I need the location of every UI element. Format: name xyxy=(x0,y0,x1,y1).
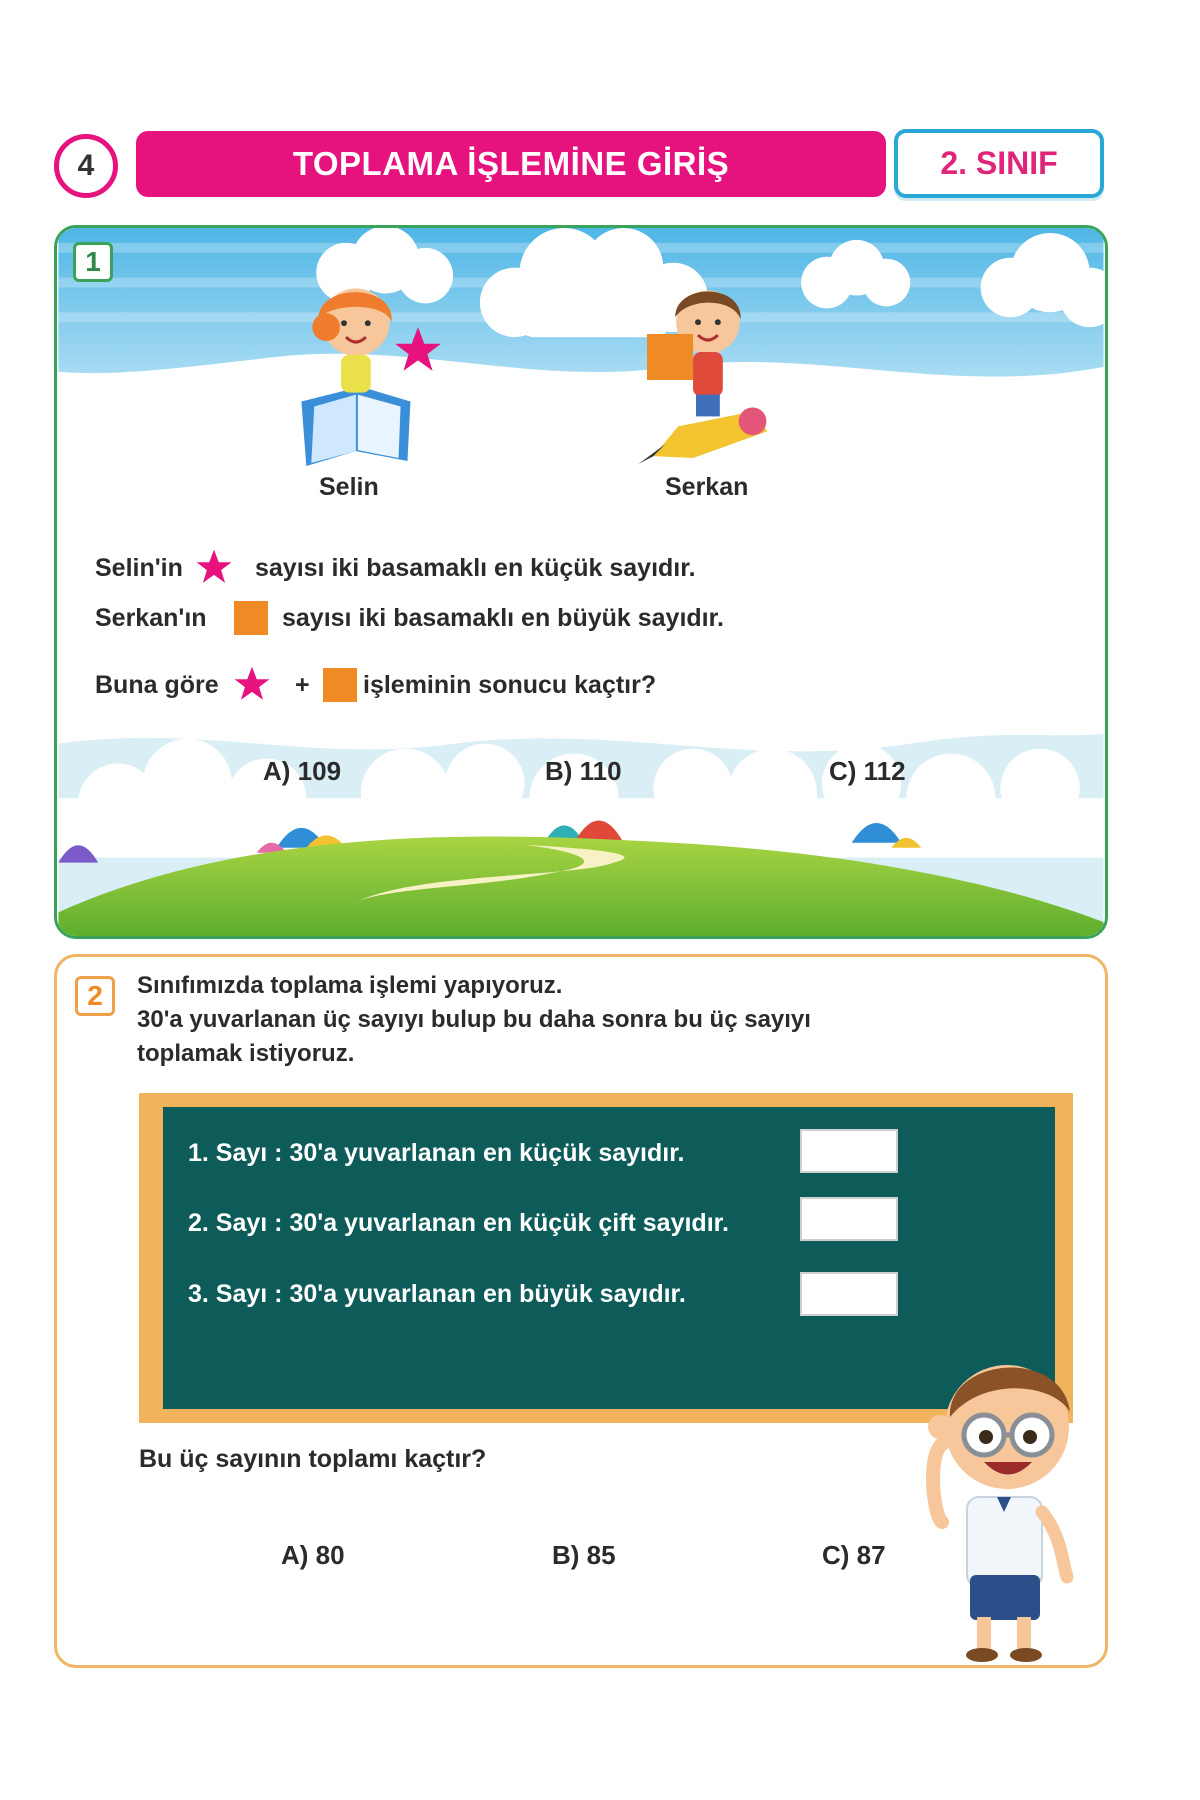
star-icon xyxy=(233,665,271,703)
grade-label: 2. SINIF xyxy=(940,145,1058,181)
page-title: TOPLAMA İŞLEMİNE GİRİŞ xyxy=(292,145,730,182)
q1-option-b[interactable]: B) 110 xyxy=(545,756,622,786)
question-2-panel xyxy=(54,954,1108,1668)
board-line-2: 2. Sayı : 30'a yuvarlanan en küçük çift sayıdır. xyxy=(188,1209,729,1237)
answer-box-2[interactable] xyxy=(800,1197,898,1241)
boy-with-glasses-illustration xyxy=(922,1337,1102,1667)
q1-line3-text: işleminin sonucu kaçtır? xyxy=(363,671,657,699)
page-title-bar xyxy=(136,131,886,197)
answer-box-1[interactable] xyxy=(800,1129,898,1173)
selin-name: Selin xyxy=(319,473,379,501)
q1-line1-text: sayısı iki basamaklı en küçük sayıdır. xyxy=(255,554,696,582)
page-number-badge xyxy=(54,134,118,198)
q2-intro xyxy=(137,969,1037,1071)
grade-badge xyxy=(894,129,1104,198)
question-1-number: 1 xyxy=(73,242,113,282)
orange-square-icon xyxy=(234,601,268,635)
q2-option-a[interactable]: A) 80 xyxy=(281,1540,345,1570)
star-icon xyxy=(393,325,443,375)
q2-option-c[interactable]: C) 87 xyxy=(822,1540,886,1570)
q2-question: Bu üç sayının toplamı kaçtır? xyxy=(139,1445,487,1473)
board-line-1: 1. Sayı : 30'a yuvarlanan en küçük sayıdır. xyxy=(188,1139,685,1167)
q2-intro-line: 30'a yuvarlanan üç sayıyı bulup bu daha sonra bu üç sayıyı xyxy=(137,1006,811,1033)
q1-line2-text: sayısı iki basamaklı en büyük sayıdır. xyxy=(282,604,724,632)
serkan-name: Serkan xyxy=(665,473,749,501)
question-1-panel xyxy=(54,225,1108,939)
answer-box-3[interactable] xyxy=(800,1272,898,1316)
question-2-number: 2 xyxy=(75,976,115,1016)
orange-square-icon xyxy=(647,334,693,380)
q1-line3-lead: Buna göre xyxy=(95,671,219,699)
orange-square-icon xyxy=(323,668,357,702)
q2-option-b[interactable]: B) 85 xyxy=(552,1540,616,1570)
q1-line1-lead: Selin'in xyxy=(95,554,183,582)
star-icon xyxy=(195,548,233,586)
q1-option-a[interactable]: A) 109 xyxy=(263,756,342,786)
q2-intro-line: Sınıfımızda toplama işlemi yapıyoruz. xyxy=(137,972,563,999)
q2-intro-line: toplamak istiyoruz. xyxy=(137,1040,355,1067)
board-line-3: 3. Sayı : 30'a yuvarlanan en büyük sayıdır. xyxy=(188,1280,686,1308)
q1-option-c[interactable]: C) 112 xyxy=(829,756,906,786)
q1-plus-sign: + xyxy=(295,671,310,699)
q1-line2-lead: Serkan'ın xyxy=(95,604,207,632)
page-number: 4 xyxy=(77,149,95,182)
